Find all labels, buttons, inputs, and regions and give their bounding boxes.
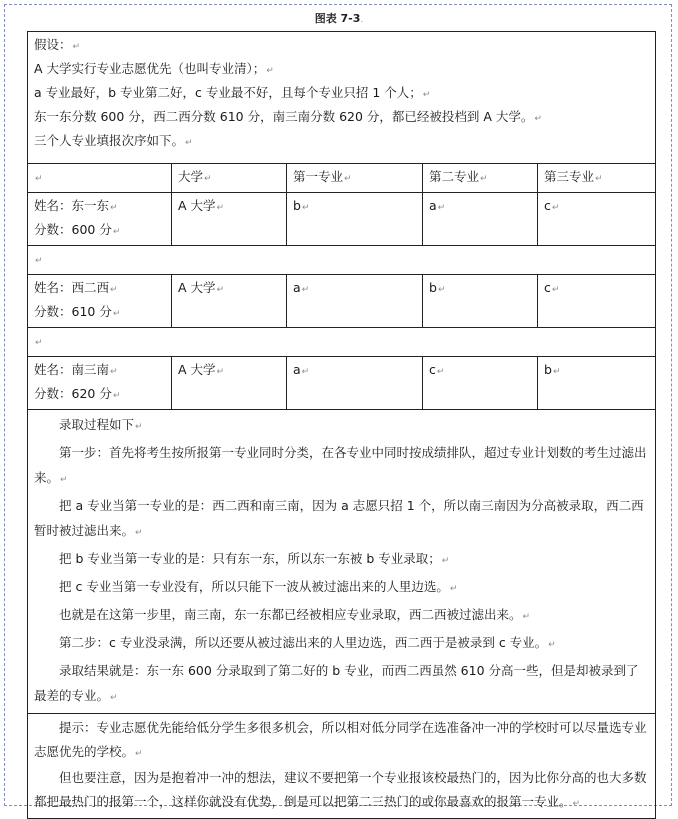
table-header-row <box>28 164 656 193</box>
student-cell: 姓名：东一东↵ 分数：600 分↵ <box>28 193 172 246</box>
process-line: 录取过程如下↵ <box>59 417 143 432</box>
header-cell: 大学↵ <box>172 164 287 193</box>
process-line: 也就是在这第一步里，南三南，东一东都已经被相应专业录取，西二西被过滤出来。↵ <box>59 607 531 622</box>
third-major-cell: c↵ <box>538 275 656 328</box>
header-cell: 第三专业↵ <box>538 164 656 193</box>
tips-section <box>28 714 656 819</box>
second-major-cell: b↵ <box>423 275 538 328</box>
second-major-cell: a↵ <box>423 193 538 246</box>
student-cell: 姓名：西二西↵ 分数：610 分↵ <box>28 275 172 328</box>
third-major-cell: c↵ <box>538 193 656 246</box>
tip-line: 但也要注意，因为是抱着冲一冲的想法，建议不要把第一个专业报该校最热门的，因为比你分高的也大多数都把最热门的报第一个，这样你就没有优势，倒是可以把第二三热门的或你最喜欢的报第一专业。↵ <box>34 770 647 809</box>
process-line: 把 a 专业当第一专业的是：西二西和南三南，因为 a 志愿只招 1 个，所以南三南因为分高被录取，西二西暂时被过滤出来。↵ <box>34 498 644 538</box>
table-row <box>28 193 656 246</box>
intro-line: a 专业最好，b 专业第二好，c 专业最不好，且每个专业只招 1 个人；↵ <box>34 85 431 100</box>
intro-line: 假设：↵ <box>34 37 81 52</box>
header-cell: ↵ <box>28 164 172 193</box>
first-major-cell: a↵ <box>287 275 423 328</box>
process-line: 第二步：c 专业没录满，所以还要从被过滤出来的人里边选，西二西于是被录到 c 专业。↵ <box>59 635 556 650</box>
university-cell: A 大学↵ <box>172 275 287 328</box>
intro-line: 东一东分数 600 分，西二西分数 610 分，南三南分数 620 分，都已经被投档到 A 大学。↵ <box>34 109 542 124</box>
header-cell: 第一专业↵ <box>287 164 423 193</box>
university-cell: A 大学↵ <box>172 193 287 246</box>
table-row <box>28 275 656 328</box>
second-major-cell: c↵ <box>423 357 538 410</box>
intro-section <box>28 32 656 164</box>
process-line: 把 c 专业当第一专业没有，所以只能下一波从被过滤出来的人里边选。↵ <box>59 579 458 594</box>
admission-process-section <box>28 410 656 714</box>
tip-line: 提示：专业志愿优先能给低分学生多很多机会，所以相对低分同学在选准备冲一冲的学校时可以尽量选专业志愿优先的学校。↵ <box>34 720 647 759</box>
document-table <box>27 31 656 819</box>
figure-caption: 图表 7-3. <box>314 12 364 25</box>
table-row <box>28 357 656 410</box>
spacer-row: ↵ <box>28 328 656 357</box>
first-major-cell: a↵ <box>287 357 423 410</box>
process-line: 录取结果就是：东一东 600 分录取到了第二好的 b 专业，而西二西虽然 610 分高一些，但是却被录到了最差的专业。↵ <box>34 663 639 703</box>
process-line: 把 b 专业当第一专业的是：只有东一东，所以东一东被 b 专业录取；↵ <box>59 551 450 566</box>
third-major-cell: b↵ <box>538 357 656 410</box>
intro-line: 三个人专业填报次序如下。↵ <box>34 133 193 148</box>
first-major-cell: b↵ <box>287 193 423 246</box>
process-line: 第一步：首先将考生按所报第一专业同时分类，在各专业中同时按成绩排队，超过专业计划数的考生过滤出来。↵ <box>34 445 647 485</box>
intro-line: A 大学实行专业志愿优先（也叫专业清）；↵ <box>34 61 274 76</box>
university-cell: A 大学↵ <box>172 357 287 410</box>
spacer-row: ↵ <box>28 246 656 275</box>
student-cell: 姓名：南三南↵ 分数：620 分↵ <box>28 357 172 410</box>
header-cell: 第二专业↵ <box>423 164 538 193</box>
